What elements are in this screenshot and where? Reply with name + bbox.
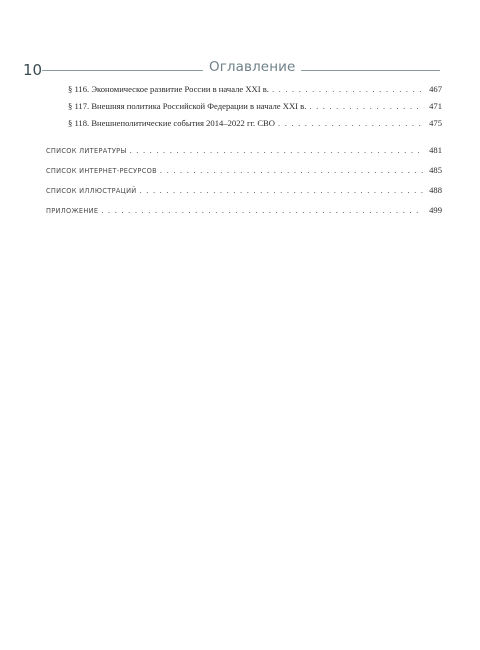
toc-entry-label: § 118. Внешнеполитические события 2014–2022 гг. СВО xyxy=(68,118,275,128)
toc-entry-label: СПИСОК ЛИТЕРАТУРЫ xyxy=(46,147,127,155)
toc-leader-dots xyxy=(272,84,423,95)
toc-entry-page: 481 xyxy=(429,145,442,155)
toc-entry-page: 467 xyxy=(429,84,442,94)
toc-section-entry[interactable] xyxy=(46,205,442,217)
toc-leader-dots xyxy=(278,118,423,129)
toc-entry-label: СПИСОК ИНТЕРНЕТ-РЕСУРСОВ xyxy=(46,167,157,175)
toc-leader-dots xyxy=(160,165,423,176)
toc-entry-page: 499 xyxy=(429,205,442,215)
toc-entry[interactable] xyxy=(68,118,442,129)
toc-leader-dots xyxy=(101,205,423,216)
toc-entry-page: 471 xyxy=(429,101,442,111)
toc-section-entry[interactable] xyxy=(46,185,442,197)
toc-entry-page: 488 xyxy=(429,185,442,195)
page-title: Оглавление xyxy=(203,58,301,76)
toc-entry-label: § 117. Внешняя политика Российской Федерации в начале XXI в. xyxy=(68,101,307,111)
toc-section-entry[interactable] xyxy=(46,145,442,157)
toc-entry-label: § 116. Экономическое развитие России в начале XXI в. xyxy=(68,84,269,94)
toc-leader-dots xyxy=(130,145,423,156)
toc-entry-page: 485 xyxy=(429,165,442,175)
toc-entry[interactable] xyxy=(68,84,442,95)
toc-entry-label: СПИСОК ИЛЛЮСТРАЦИЙ xyxy=(46,187,137,195)
toc-section-entry[interactable] xyxy=(46,165,442,177)
page-number: 10 xyxy=(23,61,43,79)
toc-entry-page: 475 xyxy=(429,118,442,128)
toc-entry[interactable] xyxy=(68,101,442,112)
toc-leader-dots xyxy=(140,185,423,196)
toc-leader-dots xyxy=(309,101,423,112)
toc-entry-label: ПРИЛОЖЕНИЕ xyxy=(46,207,99,215)
